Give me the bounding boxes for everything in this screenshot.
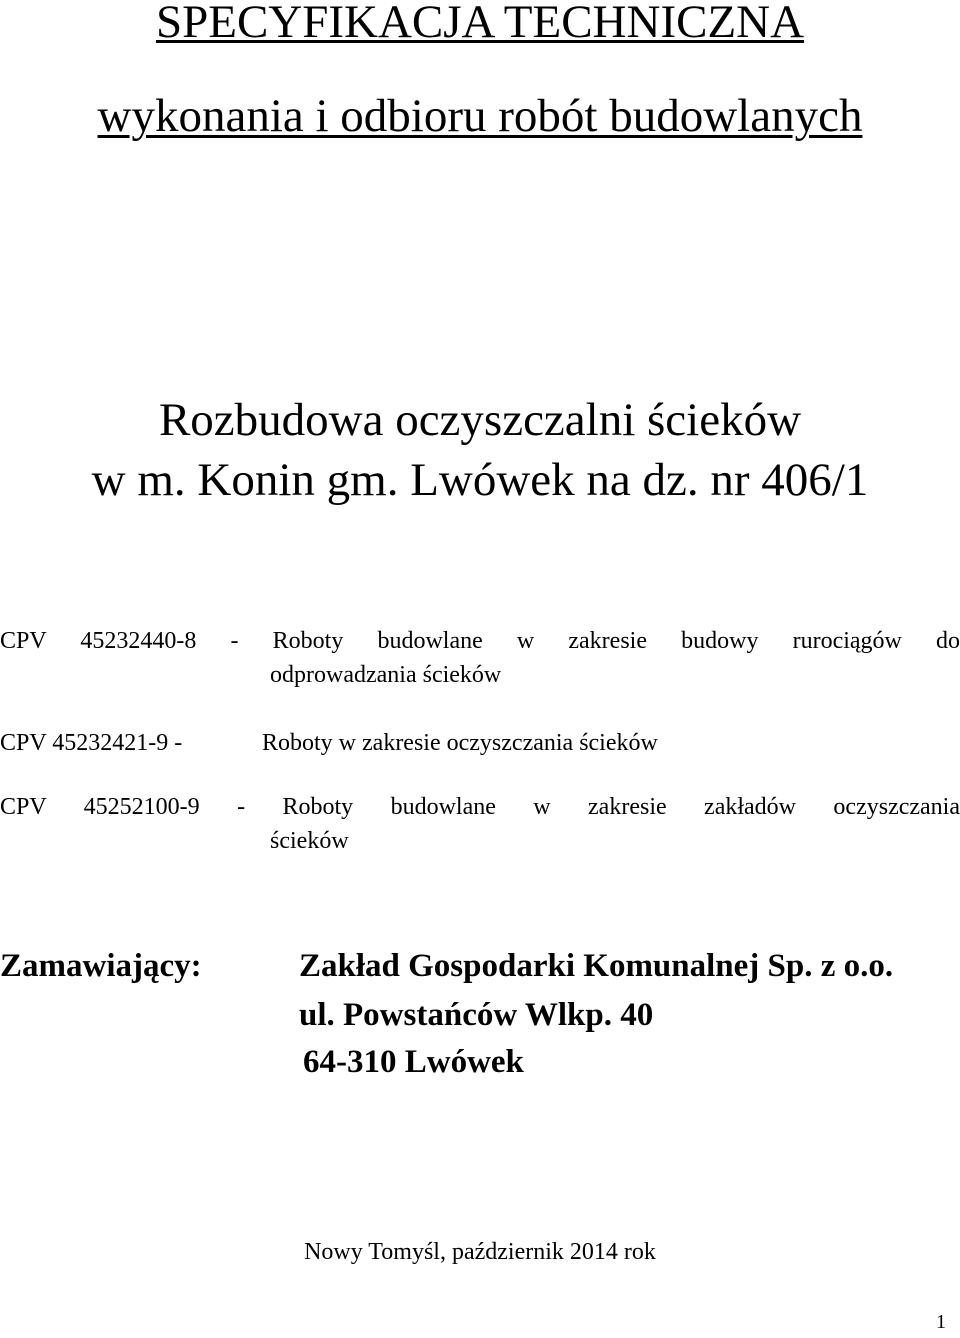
place-date: Nowy Tomyśl, październik 2014 rok bbox=[304, 1239, 656, 1265]
orderer-label: Zamawiający: bbox=[0, 948, 202, 984]
orderer-street: ul. Powstańców Wlkp. 40 bbox=[299, 997, 654, 1033]
project-name-line2: w m. Konin gm. Lwówek na dz. nr 406/1 bbox=[91, 454, 869, 506]
orderer-name: Zakład Gospodarki Komunalnej Sp. z o.o. bbox=[299, 948, 894, 984]
cpv-code-3: CPV 45252100-9 - bbox=[0, 794, 246, 820]
cpv-code-1: CPV 45232440-8 - bbox=[0, 628, 239, 654]
cpv-desc-3: Roboty budowlane w zakresie zakładów oczyszczania bbox=[282, 794, 960, 820]
cpv-entry-3 bbox=[0, 791, 960, 823]
cpv-desc-1-cont: odprowadzania ścieków bbox=[270, 662, 502, 688]
cpv-desc-2: Roboty w zakresie oczyszczania ścieków bbox=[262, 730, 658, 756]
document-title bbox=[0, 0, 960, 50]
orderer-city: 64-310 Lwówek bbox=[303, 1044, 524, 1080]
project-name-line1: Rozbudowa oczyszczalni ścieków bbox=[158, 394, 802, 446]
cpv-desc-3-cont: ścieków bbox=[270, 828, 349, 854]
document-subtitle bbox=[0, 88, 960, 144]
cpv-entry-1 bbox=[0, 625, 960, 657]
document-subtitle-text: wykonania i odbioru robót budowlanych bbox=[97, 90, 863, 142]
document-title-text: SPECYFIKACJA TECHNICZNA bbox=[155, 0, 805, 48]
cpv-code-2: CPV 45232421-9 - bbox=[0, 730, 183, 756]
page-number: 1 bbox=[936, 1311, 946, 1333]
cpv-desc-1: Roboty budowlane w zakresie budowy rurociągów do bbox=[272, 628, 960, 654]
